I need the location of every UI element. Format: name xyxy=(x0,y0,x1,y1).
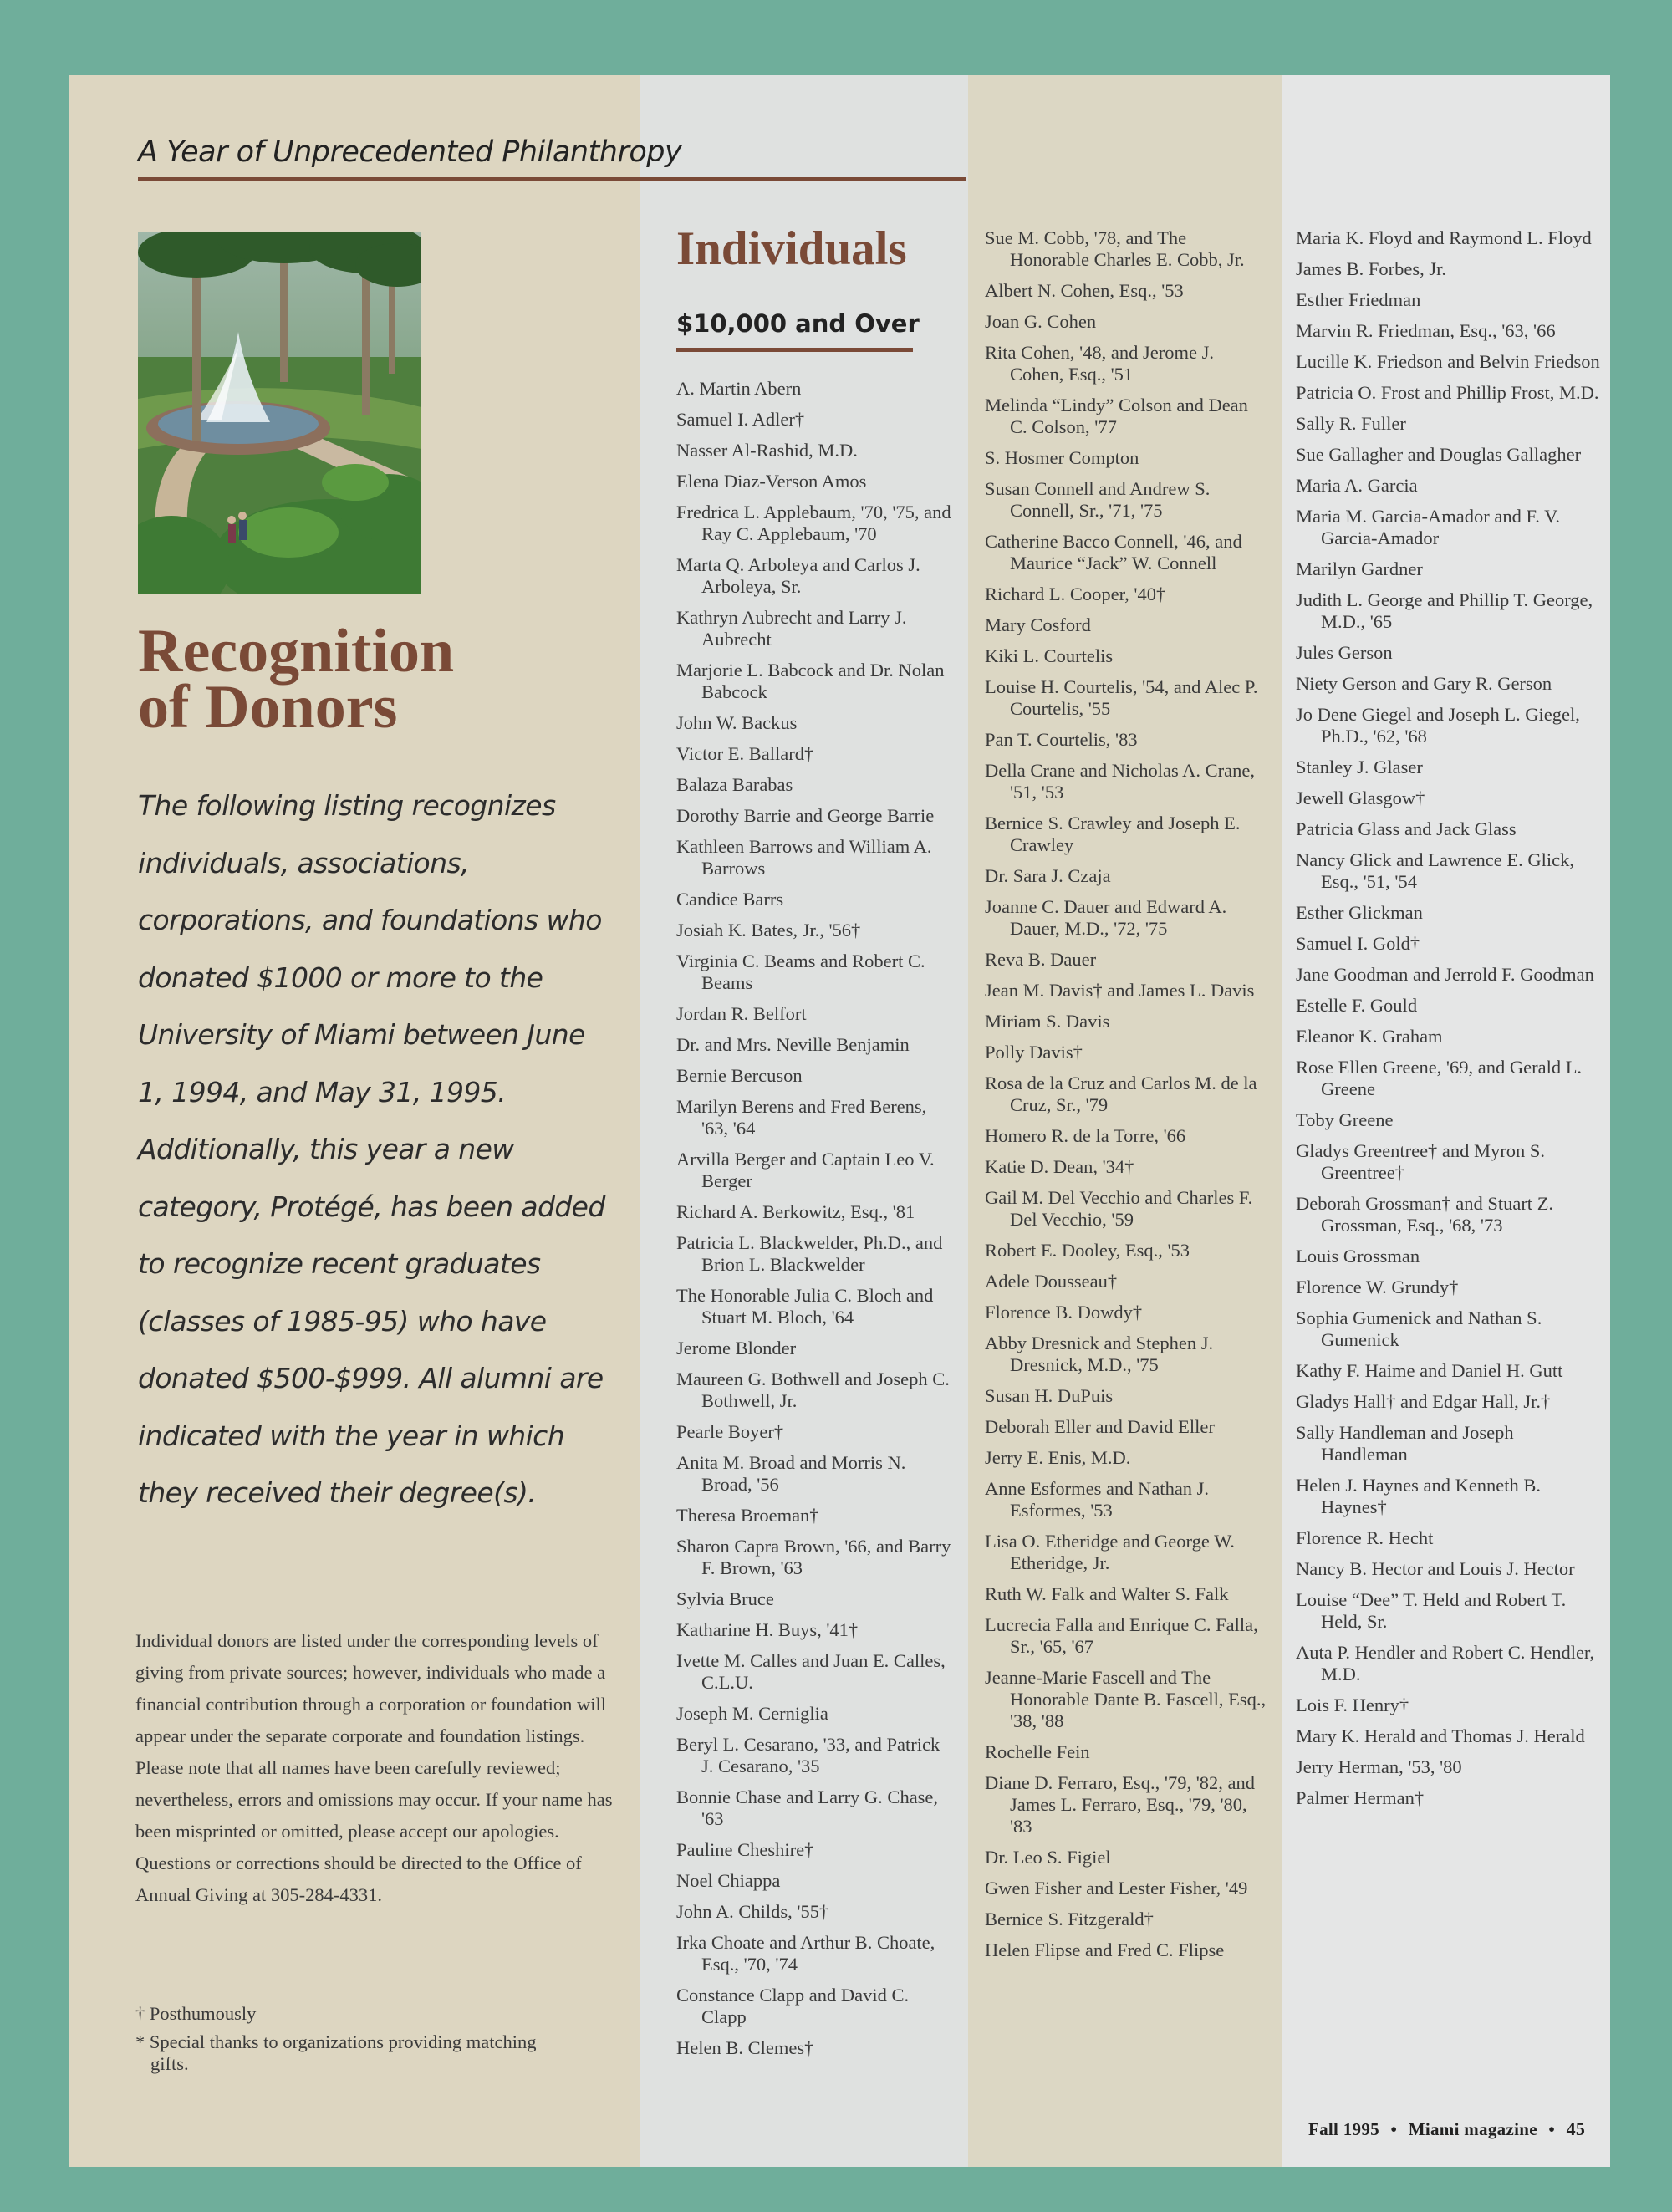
donor-entry: Jeanne-Marie Fascell and The Honorable Dante B. Fascell, Esq., '38, '88 xyxy=(985,1667,1267,1731)
donor-entry: Sophia Gumenick and Nathan S. Gumenick xyxy=(1296,1307,1542,1350)
footnote-posthumously: † Posthumously xyxy=(135,2003,257,2024)
donor-entry: Gladys Hall† and Edgar Hall, Jr.† xyxy=(1296,1391,1551,1412)
donor-entry: Pearle Boyer† xyxy=(676,1421,784,1442)
donor-entry: Judith L. George and Phillip T. George, M.D., '65 xyxy=(1296,589,1593,632)
donor-entry: Dr. and Mrs. Neville Benjamin xyxy=(676,1034,910,1055)
donor-entry: Sharon Capra Brown, '66, and Barry F. Brown, '63 xyxy=(676,1536,951,1578)
donor-entry: Victor E. Ballard† xyxy=(676,743,814,764)
donor-entry: Beryl L. Cesarano, '33, and Patrick J. Cesarano, '35 xyxy=(676,1734,940,1776)
intro-paragraph: The following listing recognizes individuals, associations, corporations, and foundations who donated $1000 or more to the University of Miami between June 1, 1994, and May 31, 1995. Additionally, this year a new category, Protégé, has been added to recognize recent graduates (classes of 1985-95) who have donated $500-$999. All alumni are indicated with the year in which they received their degree(s). xyxy=(138,789,605,1509)
donor-entry: Louis Grossman xyxy=(1296,1246,1420,1267)
giving-level-rule xyxy=(676,348,913,352)
donor-entry: Robert E. Dooley, Esq., '53 xyxy=(985,1240,1190,1261)
donor-entry: Fredrica L. Applebaum, '70, '75, and Ray C. Applebaum, '70 xyxy=(676,502,951,544)
donor-entry: Rosa de la Cruz and Carlos M. de la Cruz, Sr., '79 xyxy=(985,1073,1257,1115)
donor-entry: John A. Childs, '55† xyxy=(676,1901,829,1922)
donor-entry: Anita M. Broad and Morris N. Broad, '56 xyxy=(676,1452,906,1495)
donor-entry: Kathy F. Haime and Daniel H. Gutt xyxy=(1296,1360,1563,1381)
donor-entry: Estelle F. Gould xyxy=(1296,995,1418,1016)
donor-entry: Sue M. Cobb, '78, and The Honorable Charles E. Cobb, Jr. xyxy=(985,227,1245,270)
donor-entry: Kathryn Aubrecht and Larry J. Aubrecht xyxy=(676,607,907,650)
donor-entry: Katharine H. Buys, '41† xyxy=(676,1619,859,1640)
donor-entry: Eleanor K. Graham xyxy=(1296,1026,1443,1047)
page-footer xyxy=(1305,2118,1588,2140)
donor-entry: Patricia Glass and Jack Glass xyxy=(1296,818,1517,839)
donor-entry: Helen J. Haynes and Kenneth B. Haynes† xyxy=(1296,1475,1542,1517)
donor-entry: Ivette M. Calles and Juan E. Calles, C.L.U. xyxy=(676,1650,946,1693)
donor-entry: Catherine Bacco Connell, '46, and Maurice “Jack” W. Connell xyxy=(985,531,1242,573)
donor-entry: Katie D. Dean, '34† xyxy=(985,1156,1134,1177)
donor-entry: Nancy B. Hector and Louis J. Hector xyxy=(1296,1558,1575,1579)
donor-entry: Jane Goodman and Jerrold F. Goodman xyxy=(1296,964,1594,985)
footer-separator-1: • xyxy=(1390,2119,1398,2139)
donor-entry: Niety Gerson and Gary R. Gerson xyxy=(1296,673,1552,694)
donor-entry: Bernice S. Fitzgerald† xyxy=(985,1909,1154,1929)
donor-entry: Deborah Eller and David Eller xyxy=(985,1416,1215,1437)
donor-entry: Esther Friedman xyxy=(1296,289,1421,310)
donor-entry: Jules Gerson xyxy=(1296,642,1393,663)
donor-entry: Gladys Greentree† and Myron S. Greentree† xyxy=(1296,1140,1546,1183)
giving-level-label: $10,000 and Over xyxy=(676,309,920,338)
donor-entry: Susan H. DuPuis xyxy=(985,1385,1114,1406)
donor-entry: Rita Cohen, '48, and Jerome J. Cohen, Esq., '51 xyxy=(985,342,1215,385)
donor-entry: Adele Dousseau† xyxy=(985,1271,1118,1292)
donor-entry: Sally Handleman and Joseph Handleman xyxy=(1296,1422,1514,1465)
donor-entry: Marvin R. Friedman, Esq., '63, '66 xyxy=(1296,320,1556,341)
donor-entry: Stanley J. Glaser xyxy=(1296,757,1423,777)
donor-entry: Rochelle Fein xyxy=(985,1741,1090,1762)
donor-entry: Palmer Herman† xyxy=(1296,1787,1425,1808)
donor-entry: Kathleen Barrows and William A. Barrows xyxy=(676,836,932,879)
footnotes xyxy=(135,2003,570,2082)
donor-entry: Helen B. Clemes† xyxy=(676,2037,814,2058)
donor-entry: Polly Davis† xyxy=(985,1042,1083,1063)
donor-entry: Maureen G. Bothwell and Joseph C. Bothwell, Jr. xyxy=(676,1368,950,1411)
donor-entry: Lucrecia Falla and Enrique C. Falla, Sr., '65, '67 xyxy=(985,1614,1258,1657)
donor-entry: Kiki L. Courtelis xyxy=(985,645,1114,666)
page-number: 45 xyxy=(1566,2118,1586,2139)
donor-entry: Mary K. Herald and Thomas J. Herald xyxy=(1296,1725,1585,1746)
donor-entry: S. Hosmer Compton xyxy=(985,447,1139,468)
donor-entry: Miriam S. Davis xyxy=(985,1011,1110,1032)
donor-entry: Marta Q. Arboleya and Carlos J. Arboleya, Sr. xyxy=(676,554,920,597)
donor-entry: Maria A. Garcia xyxy=(1296,475,1418,496)
donor-entry: Abby Dresnick and Stephen J. Dresnick, M.D., '75 xyxy=(985,1333,1214,1375)
donor-entry: Dr. Sara J. Czaja xyxy=(985,865,1111,886)
fountain-image xyxy=(138,232,421,594)
donor-entry: Gwen Fisher and Lester Fisher, '49 xyxy=(985,1878,1248,1899)
donor-entry: Samuel I. Adler† xyxy=(676,409,805,430)
donor-column-1 xyxy=(676,378,956,2068)
footer-separator-2: • xyxy=(1548,2119,1556,2139)
donor-entry: Ruth W. Falk and Walter S. Falk xyxy=(985,1583,1229,1604)
donor-entry: Lois F. Henry† xyxy=(1296,1695,1409,1715)
donor-entry: Helen Flipse and Fred C. Flipse xyxy=(985,1939,1225,1960)
donor-entry: Rose Ellen Greene, '69, and Gerald L. Greene xyxy=(1296,1057,1583,1099)
donor-entry: Nancy Glick and Lawrence E. Glick, Esq., '51, '54 xyxy=(1296,849,1574,892)
donor-entry: Diane D. Ferraro, Esq., '79, '82, and James L. Ferraro, Esq., '79, '80, '83 xyxy=(985,1772,1256,1837)
donor-entry: Florence R. Hecht xyxy=(1296,1527,1434,1548)
footnote-matching-gifts: * Special thanks to organizations providing matching gifts. xyxy=(135,2031,537,2074)
section-title: Individuals xyxy=(676,222,907,275)
donor-entry: Sylvia Bruce xyxy=(676,1588,774,1609)
campus-fountain-photo xyxy=(138,232,421,594)
donor-entry: Irka Choate and Arthur B. Choate, Esq., '70, '74 xyxy=(676,1932,935,1975)
donor-entry: Jerome Blonder xyxy=(676,1338,797,1358)
donor-entry: Bonnie Chase and Larry G. Chase, '63 xyxy=(676,1786,939,1829)
donor-entry: Susan Connell and Andrew S. Connell, Sr., '71, '75 xyxy=(985,478,1211,521)
donor-entry: The Honorable Julia C. Bloch and Stuart M. Bloch, '64 xyxy=(676,1285,934,1328)
donor-entry: Mary Cosford xyxy=(985,614,1091,635)
donor-entry: Deborah Grossman† and Stuart Z. Grossman, Esq., '68, '73 xyxy=(1296,1193,1554,1236)
donor-entry: Louise H. Courtelis, '54, and Alec P. Courtelis, '55 xyxy=(985,676,1258,719)
donor-entry: Florence W. Grundy† xyxy=(1296,1277,1459,1297)
donor-entry: A. Martin Abern xyxy=(676,378,802,399)
donor-entry: Richard L. Cooper, '40† xyxy=(985,584,1166,604)
donor-entry: Louise “Dee” T. Held and Robert T. Held, Sr. xyxy=(1296,1589,1567,1632)
donor-entry: John W. Backus xyxy=(676,712,798,733)
donor-entry: Noel Chiappa xyxy=(676,1870,781,1891)
page xyxy=(69,75,1610,2167)
donor-entry: Joanne C. Dauer and Edward A. Dauer, M.D., '72, '75 xyxy=(985,896,1227,939)
donor-entry: Auta P. Hendler and Robert C. Hendler, M.D. xyxy=(1296,1642,1595,1684)
donor-entry: Balaza Barabas xyxy=(676,774,793,795)
donor-entry: Jerry E. Enis, M.D. xyxy=(985,1447,1131,1468)
donor-entry: Marjorie L. Babcock and Dr. Nolan Babcock xyxy=(676,660,945,702)
donor-listing-note: Individual donors are listed under the corresponding levels of giving from private sources; however, individuals who made a financial contribution through a corporation or foundation will appear under the separate corporate and foundation listings. Please note that all names have been carefully reviewed; nevertheless, errors and omissions may occur. If your name has been misprinted or omitted, please accept our apologies. Questions or corrections should be directed to the Office of Annual Giving at 305-284-4331. xyxy=(135,1630,613,1905)
donor-entry: Sue Gallagher and Douglas Gallagher xyxy=(1296,444,1582,465)
donor-entry: Joseph M. Cerniglia xyxy=(676,1703,828,1724)
donor-entry: Homero R. de la Torre, '66 xyxy=(985,1125,1186,1146)
donor-entry: Constance Clapp and David C. Clapp xyxy=(676,1985,910,2027)
donor-entry: Bernice S. Crawley and Joseph E. Crawley xyxy=(985,813,1241,855)
donor-entry: Dorothy Barrie and George Barrie xyxy=(676,805,935,826)
donor-entry: Sally R. Fuller xyxy=(1296,413,1406,434)
donor-entry: Pauline Cheshire† xyxy=(676,1839,814,1860)
donor-entry: Richard A. Berkowitz, Esq., '81 xyxy=(676,1201,915,1222)
donor-entry: Jean M. Davis† and James L. Davis xyxy=(985,980,1255,1001)
donor-entry: Marilyn Berens and Fred Berens, '63, '64 xyxy=(676,1096,927,1139)
recognition-title-line2: of Donors xyxy=(138,673,398,742)
donor-entry: Jerry Herman, '53, '80 xyxy=(1296,1756,1462,1777)
donor-entry: Elena Diaz-Verson Amos xyxy=(676,471,867,492)
donor-entry: Esther Glickman xyxy=(1296,902,1423,923)
donor-entry: Melinda “Lindy” Colson and Dean C. Colson, '77 xyxy=(985,395,1248,437)
donor-column-2 xyxy=(985,227,1269,1970)
footer-publication: Miami magazine xyxy=(1408,2119,1537,2139)
recognition-title-line1: Recognition xyxy=(138,617,455,686)
donor-entry: Jo Dene Giegel and Joseph L. Giegel, Ph.D., '62, '68 xyxy=(1296,704,1580,747)
donor-entry: Dr. Leo S. Figiel xyxy=(985,1847,1111,1868)
footer-issue: Fall 1995 xyxy=(1308,2119,1379,2139)
donor-entry: Maria M. Garcia-Amador and F. V. Garcia-Amador xyxy=(1296,506,1561,548)
donor-entry: Anne Esformes and Nathan J. Esformes, '53 xyxy=(985,1478,1210,1521)
donor-entry: Pan T. Courtelis, '83 xyxy=(985,729,1138,750)
donor-entry: Lucille K. Friedson and Belvin Friedson xyxy=(1296,351,1600,372)
donor-entry: Reva B. Dauer xyxy=(985,949,1097,970)
donor-entry: Della Crane and Nicholas A. Crane, '51, '53 xyxy=(985,760,1256,803)
donor-entry: Patricia L. Blackwelder, Ph.D., and Brion L. Blackwelder xyxy=(676,1232,943,1275)
donor-entry: Bernie Bercuson xyxy=(676,1065,803,1086)
donor-entry: Jewell Glasgow† xyxy=(1296,787,1425,808)
donor-entry: James B. Forbes, Jr. xyxy=(1296,258,1446,279)
donor-entry: Albert N. Cohen, Esq., '53 xyxy=(985,280,1184,301)
donor-entry: Samuel I. Gold† xyxy=(1296,933,1420,954)
donor-column-3 xyxy=(1296,227,1601,1818)
page-header-title: A Year of Unprecedented Philanthropy xyxy=(138,135,682,169)
donor-entry: Patricia O. Frost and Phillip Frost, M.D. xyxy=(1296,382,1599,403)
donor-entry: Jordan R. Belfort xyxy=(676,1003,807,1024)
donor-entry: Candice Barrs xyxy=(676,889,784,910)
recognition-title xyxy=(138,617,455,742)
donor-entry: Marilyn Gardner xyxy=(1296,558,1423,579)
donor-entry: Gail M. Del Vecchio and Charles F. Del Vecchio, '59 xyxy=(985,1187,1253,1230)
donor-entry: Florence B. Dowdy† xyxy=(985,1302,1143,1323)
donor-entry: Joan G. Cohen xyxy=(985,311,1097,332)
header-rule xyxy=(138,177,966,181)
donor-entry: Theresa Broeman† xyxy=(676,1505,819,1526)
donor-entry: Nasser Al-Rashid, M.D. xyxy=(676,440,858,461)
donor-entry: Virginia C. Beams and Robert C. Beams xyxy=(676,951,925,993)
donor-entry: Josiah K. Bates, Jr., '56† xyxy=(676,920,861,940)
donor-entry: Maria K. Floyd and Raymond L. Floyd xyxy=(1296,227,1592,248)
donor-entry: Lisa O. Etheridge and George W. Etheridge, Jr. xyxy=(985,1531,1235,1573)
donor-entry: Toby Greene xyxy=(1296,1109,1394,1130)
donor-entry: Arvilla Berger and Captain Leo V. Berger xyxy=(676,1149,935,1191)
